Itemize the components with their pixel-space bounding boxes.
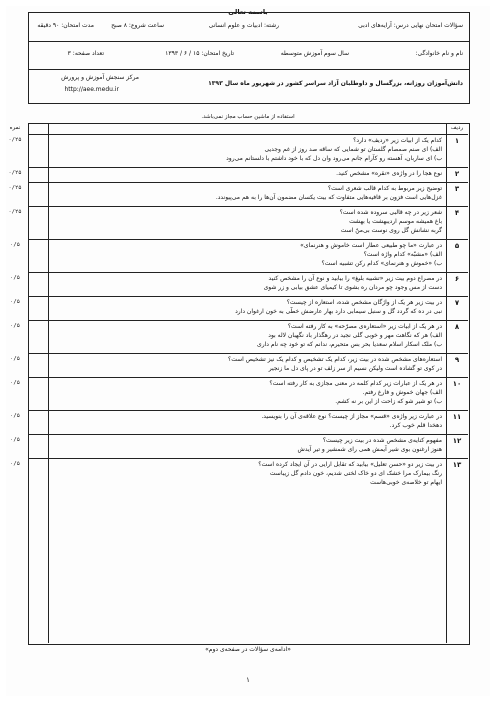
question-line: در کوی تو گشاده است ولیکن نسیم از سر زلف تو در پای دل ما زنجیر [268,365,442,372]
page-number: ۱ [246,676,250,684]
question-score: ۰/۵ [10,461,20,467]
question-number: ۵ [454,242,460,250]
question-score: ۰/۲۵ [8,137,22,143]
question-line: الف) هر که نگاهت مهر و خوبی گلی نجید در رهگذار باد نگهبان لاله بود [268,332,442,339]
question-number: ۸ [454,323,460,331]
question-number: ۱۱ [452,413,462,421]
question-line: الف) ای صنم صمصام گلستان تو شمایی که ساقه صد روز از غم وجدیی [264,146,442,153]
header-center: مرکز سنجش آموزش و پرورش [61,74,139,81]
row-separator [28,377,468,378]
question-text: در بیت زیر دو «حسن تعلیل» بیابید که تقابل ارایی در آن ایجاد کرده است؟ [258,461,442,468]
question-line: الف) جهان خموش و فارغ رفتم. [362,389,442,396]
calculator-note: استفاده از ماشین حساب مجاز نمی‌باشد. [201,114,295,120]
row-divider [446,123,447,643]
question-line: ب) ای ساربان، آهسته رو کآرام جانم می‌رود وان دل که با خود داشتم با دلستانم می‌رود [226,155,442,162]
question-score: ۰/۲۵ [8,170,22,176]
question-line: نبی در ده که گردد گل و سنبل سیمابی دارد بهار عارضش خطّی به خون ارغوان دارد [235,308,442,315]
question-text: در هر یک از ابیات زیر «استعاره‌ی مصرّحه» به کار رفته است؟ [287,323,442,330]
row-separator [28,206,468,207]
question-text: در هر یک از عبارات زیر کدام کلمه در معنی مجازی به کار رفته است؟ [269,380,442,387]
header-duration: مدت امتحان: ۹۰ دقیقه [37,22,94,29]
question-number: ۲ [454,170,460,178]
header-page-count: تعداد صفحه: ۳ [67,50,104,57]
question-line: باغ همیشه موسم اردیبهشت یا بهشت [349,218,442,225]
question-score: ۰/۲۵ [8,185,22,191]
question-line: ب) ملک اسکار اسلام سعدیا بحر بس متحیرم، ندانم که تو خود چه نام داری [257,341,442,348]
row-separator [28,182,468,183]
question-line: ب) تو شیر شو که زاحت از این بر نه کشم. [335,398,442,405]
question-score: ۰/۵ [10,437,20,443]
question-text: نوع هجا را در واژه‌ی «نقره» مشخص کنید. [336,170,442,177]
row-separator [28,134,468,135]
header-candidates: دانش‌آموزان روزانه، بزرگسال و داوطلبان آزاد سراسر کشور در شهریور ماه سال ۱۳۹۳ [208,80,463,87]
question-text: کدام یک از ابیات زیر «ردیف» دارد؟ [353,137,442,144]
row-separator [28,434,468,435]
row-separator [28,458,468,459]
header-row-3 [29,69,469,103]
question-score: ۰/۲۵ [8,209,22,215]
header-student-name: نام و نام خانوادگی: [415,50,463,57]
question-score: ۰/۵ [10,356,20,362]
question-number: ۱ [454,137,460,145]
question-number: ۱۰ [452,380,462,388]
row-separator [28,272,468,273]
question-line: دهخدا قلم خوب کرد. [389,422,442,429]
column-score-label: نمره [9,125,21,131]
question-score: ۰/۵ [10,299,20,305]
question-score: ۰/۵ [10,413,20,419]
header-exam-date: تاریخ امتحان: ۱۵ / ۶ / ۱۳۹۳ [165,50,234,57]
question-number: ۹ [454,356,460,364]
question-text: در عبارت زیر واژه‌ی «قسم» مجاز از چیست؟ نوع علاقه‌ی آن را بنویسید. [261,413,442,420]
question-line: هنوز ارغنون بوی شیر آیمش همی رای شمشیر و تیر آیدش [297,446,442,453]
question-score: ۰/۵ [10,242,20,248]
header-subject: سؤالات امتحان نهایی درس: آرایه‌های ادبی [358,22,463,29]
row-separator [28,167,468,168]
question-text: در بیت زیر هر یک از واژگان مشخص شده، استعاره از چیست؟ [286,299,442,306]
top-label: باسمه تعالی [228,8,268,16]
question-line: ایهام تو خلاصه‌ی خوبی‌هاست [370,479,442,486]
row-separator [28,353,468,354]
question-text: توضیح زیر مربوط به کدام قالب شعری است؟ [327,185,442,192]
question-number: ۱۳ [452,461,462,469]
question-text: استعاره‌های مشخص شده در بیت زیر، کدام یک تشخیص و کدام یک نیز تشخیص است؟ [228,356,442,363]
question-text: در مصراع دوم بیت زیر «تشبیه بلیغ» را بیابید و نوع آن را مشخص کنید [268,275,442,282]
continued-note: «ادامه‌ی سؤالات در صفحه‌ی دوم» [205,646,291,653]
question-number: ۷ [454,299,460,307]
question-line: دست از مس وجود چو مردان ره بشوی تا کیمیای عشق بیابی و زر شوی [263,284,442,291]
header-start-time: ساعت شروع: ۸ صبح [111,22,164,29]
header-row-2 [29,41,469,70]
question-number: ۴ [454,209,460,217]
header-row-1 [29,13,469,42]
column-row-label: ردیف [450,125,464,131]
question-number: ۳ [454,185,460,193]
row-separator [28,320,468,321]
question-line: گربه نشانش گل روی نوست بی‌منّ است [340,227,442,234]
question-line: رنگ بیمارک مرا خشک ای دو خاک لختی شدیم، خون دادم گل زیباست [269,470,442,477]
row-separator [28,410,468,411]
question-number: ۱۲ [452,437,462,445]
row-separator [28,239,468,240]
header-grade: سال سوم آموزش متوسطه [280,50,349,57]
row-separator [28,296,468,297]
question-score: ۰/۵ [10,380,20,386]
question-number: ۶ [454,275,460,283]
header-website[interactable]: http://aee.medu.ir [64,86,119,93]
score-divider [48,123,49,643]
question-text: مفهوم کنایه‌ی مشخص شده در بیت زیر چیست؟ [322,437,442,444]
header-field: رشته: ادبیات و علوم انسانی [208,22,279,29]
question-text: شعر زیر در چه قالبی سروده شده است؟ [339,209,442,216]
question-line: غزل‌هایی است فزون بر قافیه‌هایی متفاوت که بیت یکسان مضمون آن‌ها را به هم می‌پیوندد. [215,194,442,201]
question-text: در عبارت «ما چو طبیعی عطار است خاموش و هنرنمای» [300,242,442,249]
question-line: ب) «خموش و هنرنمای» کدام رکن تشبیه است؟ [321,260,442,267]
question-line: الف) «مشبّه» کدام واژه است؟ [363,251,442,258]
question-score: ۰/۵ [10,323,20,329]
exam-header [28,12,470,104]
question-score: ۰/۵ [10,275,20,281]
